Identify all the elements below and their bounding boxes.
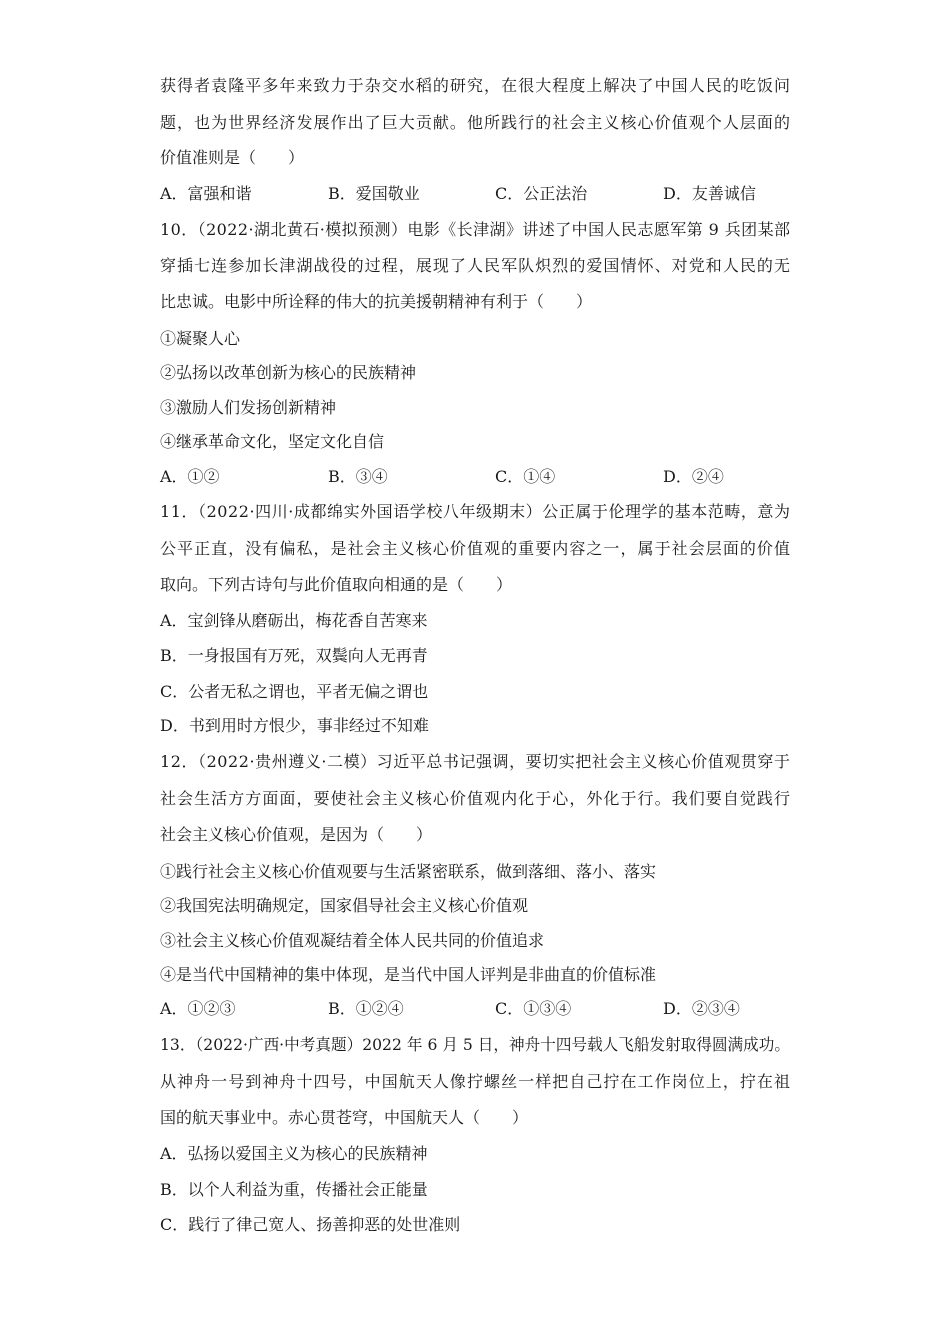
- question-line: 价值准则是（ ）: [160, 148, 305, 167]
- option-a: A．宝剑锋从磨砺出，梅花香自苦寒来: [160, 611, 428, 630]
- option-a: A．弘扬以爱国主义为核心的民族精神: [160, 1144, 428, 1163]
- option-d: D．友善诚信: [663, 184, 756, 203]
- statement-item: ④继承革命文化，坚定文化自信: [160, 432, 385, 451]
- question-stem-line: 社会主义核心价值观，是因为（ ）: [160, 825, 433, 844]
- option-d: D．②④: [663, 467, 724, 486]
- question-line: 获得者袁隆平多年来致力于杂交水稻的研究，在很大程度上解决了中国人民的吃饭问: [160, 76, 792, 95]
- statement-item: ②弘扬以改革创新为核心的民族精神: [160, 363, 417, 382]
- question-stem-line: 比忠诚。电影中所诠释的伟大的抗美援朝精神有利于（ ）: [160, 292, 593, 311]
- statement-item: ①践行社会主义核心价值观要与生活紧密联系，做到落细、落小、落实: [160, 862, 657, 881]
- option-b: B．①②④: [328, 999, 404, 1018]
- option-c: C．践行了律己宽人、扬善抑恶的处世准则: [160, 1215, 461, 1234]
- option-c: C．公正法治: [495, 184, 588, 203]
- option-b: B．③④: [328, 467, 388, 486]
- option-a: A．①②: [160, 467, 220, 486]
- statement-item: ①凝聚人心: [160, 329, 241, 348]
- option-b: B．以个人利益为重，传播社会正能量: [160, 1180, 428, 1199]
- question-stem-line: 公平正直，没有偏私，是社会主义核心价值观的重要内容之一，属于社会层面的价值: [160, 539, 792, 558]
- question-stem-line: 社会生活方方面面，要使社会主义核心价值观内化于心，外化于行。我们要自觉践行: [160, 789, 792, 808]
- question-stem-line: 10．（2022·湖北黄石·模拟预测）电影《长津湖》讲述了中国人民志愿军第 9 兵团某部: [160, 220, 791, 239]
- option-d: D．书到用时方恨少，事非经过不知难: [160, 716, 429, 735]
- option-c: C．①④: [495, 467, 556, 486]
- question-stem-line: 穿插七连参加长津湖战役的过程，展现了人民军队炽烈的爱国情怀、对党和人民的无: [160, 256, 792, 275]
- question-line: 题，也为世界经济发展作出了巨大贡献。他所践行的社会主义核心价值观个人层面的: [160, 113, 792, 132]
- statement-item: ③社会主义核心价值观凝结着全体人民共同的价值追求: [160, 931, 545, 950]
- question-stem-line: 12．（2022·贵州遵义·二模）习近平总书记强调，要切实把社会主义核心价值观贯穿于: [160, 752, 791, 771]
- option-d: D．②③④: [663, 999, 740, 1018]
- option-c: C．①③④: [495, 999, 572, 1018]
- option-a: A．①②③: [160, 999, 236, 1018]
- option-c: C．公者无私之谓也，平者无偏之谓也: [160, 682, 429, 701]
- option-b: B．爱国敬业: [328, 184, 420, 203]
- statement-item: ④是当代中国精神的集中体现，是当代中国人评判是非曲直的价值标准: [160, 965, 657, 984]
- question-stem-line: 13．（2022·广西·中考真题）2022 年 6 月 5 日，神舟十四号载人飞船发射取得圆满成功。: [160, 1035, 790, 1054]
- option-a: A．富强和谐: [160, 184, 252, 203]
- question-stem-line: 11．（2022·四川·成都绵实外国语学校八年级期末）公正属于伦理学的基本范畴，意为: [160, 502, 791, 521]
- question-stem-line: 从神舟一号到神舟十四号，中国航天人像拧螺丝一样把自己拧在工作岗位上，拧在祖: [160, 1072, 792, 1091]
- question-stem-line: 国的航天事业中。赤心贯苍穹，中国航天人（ ）: [160, 1108, 529, 1127]
- option-b: B．一身报国有万死，双鬓向人无再青: [160, 646, 428, 665]
- statement-item: ②我国宪法明确规定，国家倡导社会主义核心价值观: [160, 896, 529, 915]
- statement-item: ③激励人们发扬创新精神: [160, 398, 337, 417]
- question-stem-line: 取向。下列古诗句与此价值取向相通的是（ ）: [160, 575, 513, 594]
